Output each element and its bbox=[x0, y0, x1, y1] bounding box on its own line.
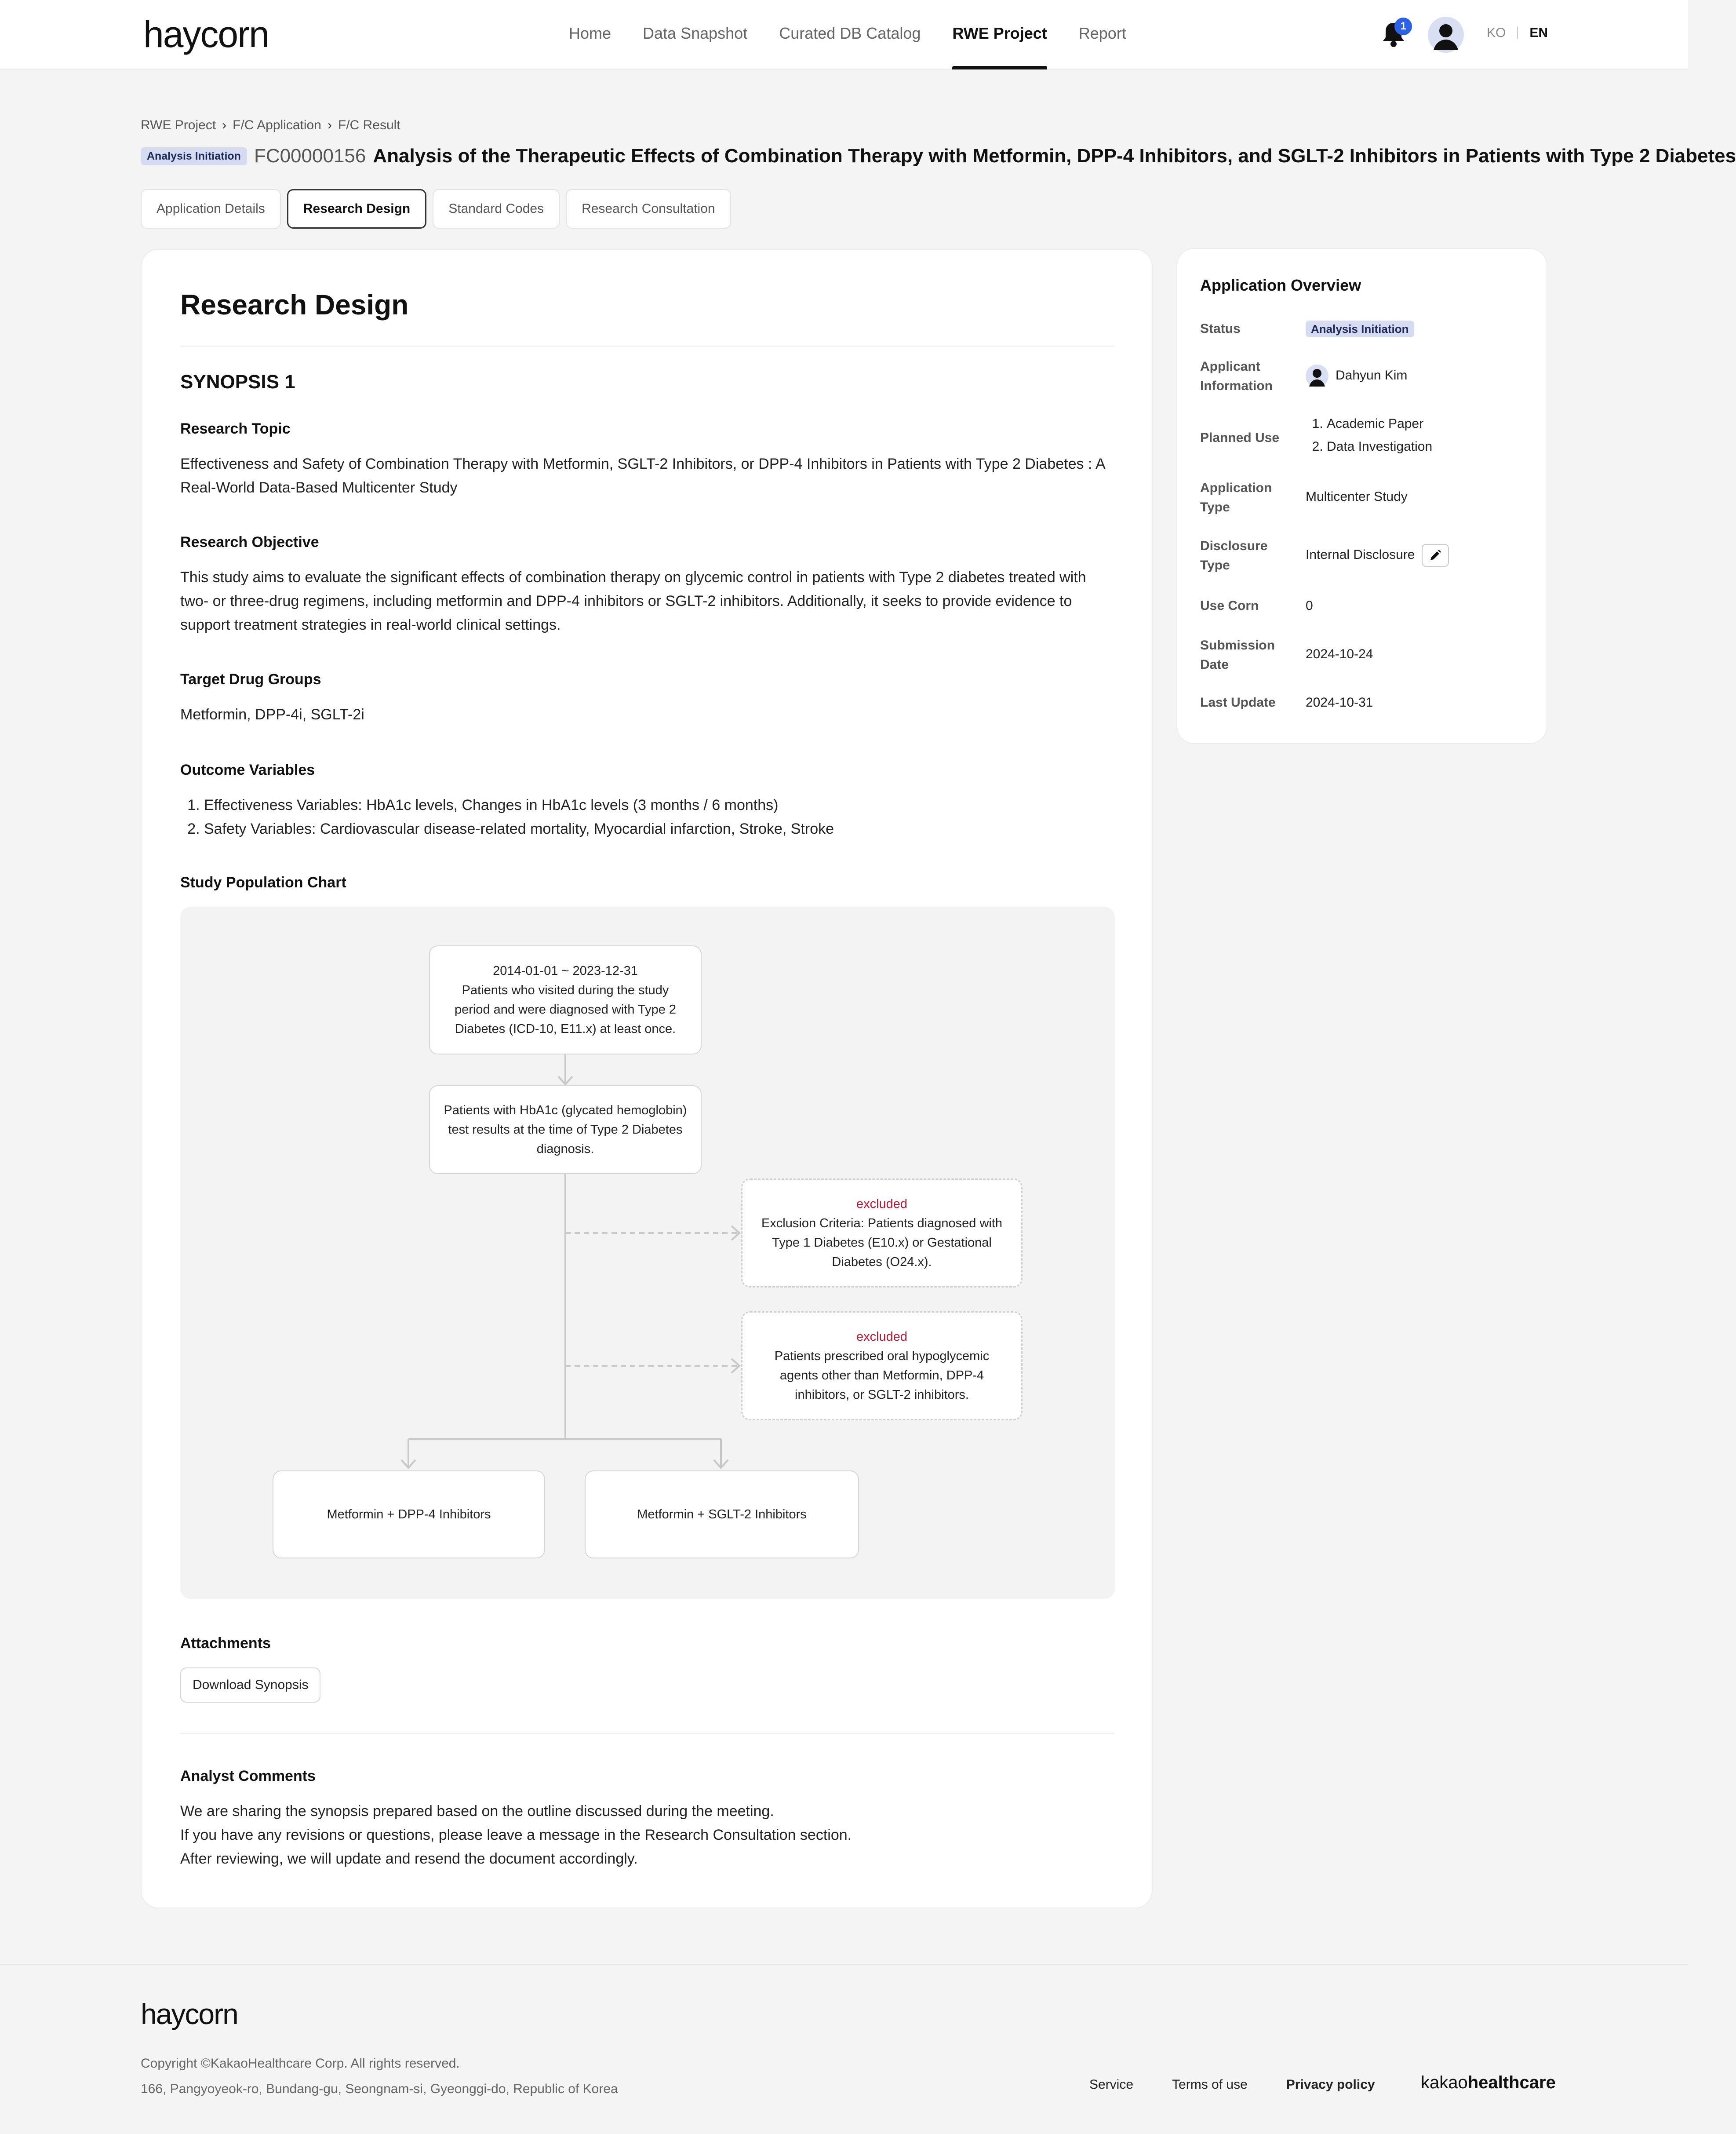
exclusion-2-text: Patients prescribed oral hypoglycemic agents other than Metformin, DPP-4 inhibitors, or SGLT-2 inhibitors. bbox=[774, 1349, 990, 1402]
attachments-title: Attachments bbox=[180, 1635, 271, 1652]
tab-bar bbox=[141, 189, 737, 229]
tab-research-consultation[interactable]: Research Consultation bbox=[566, 189, 731, 229]
chevron-right-icon: › bbox=[222, 118, 227, 132]
exclusion-1-text: Exclusion Criteria: Patients diagnosed with Type 1 Diabetes (E10.x) or Gestational Diabetes (O24.x). bbox=[761, 1216, 1003, 1269]
lang-ko[interactable]: KO bbox=[1487, 26, 1506, 40]
study-population-chart bbox=[180, 907, 1115, 1599]
disclosure-type-label: Disclosure Type bbox=[1200, 539, 1268, 573]
list-item: 1. Effectiveness Variables: HbA1c levels, Changes in HbA1c levels (3 months / 6 months) bbox=[204, 793, 1115, 817]
status-badge: Analysis Initiation bbox=[1306, 321, 1414, 337]
excluded-label: excluded bbox=[856, 1197, 908, 1211]
footer-link-service[interactable]: Service bbox=[1089, 2077, 1134, 2092]
research-topic-text: Effectiveness and Safety of Combination Therapy with Metformin, SGLT-2 Inhibitors, or DPP-4 Inhibitors in Patients with Type 2 Diabetes : A Real-World Data-Based Multicenter Study bbox=[180, 456, 1105, 496]
kakaohealthcare-logo bbox=[1421, 2073, 1556, 2093]
address-text: 166, Pangyoyeok-ro, Bundang-gu, Seongnam-si, Gyeonggi-do, Republic of Korea bbox=[141, 2082, 618, 2096]
applicant-avatar bbox=[1306, 365, 1328, 387]
footer-info bbox=[141, 2051, 618, 2102]
study-period-text: Patients who visited during the study period and were diagnosed with Type 2 Diabetes (ICD-10, E11.x) at least once. bbox=[454, 983, 677, 1036]
divider bbox=[180, 346, 1115, 347]
disclosure-type-value: Internal Disclosure bbox=[1306, 547, 1415, 562]
synopsis-heading: SYNOPSIS 1 bbox=[180, 371, 295, 393]
flow-box-hba1c bbox=[429, 1085, 702, 1174]
outcome-variables-list bbox=[180, 793, 1115, 841]
tab-standard-codes[interactable]: Standard Codes bbox=[433, 189, 560, 229]
list-item: 1. Academic Paper bbox=[1327, 412, 1432, 435]
breadcrumb-rwe-project[interactable]: RWE Project bbox=[141, 118, 216, 132]
footer-link-terms[interactable]: Terms of use bbox=[1172, 2077, 1248, 2092]
pencil-icon bbox=[1429, 549, 1442, 562]
language-switch bbox=[1487, 26, 1548, 40]
application-type-value: Multicenter Study bbox=[1306, 489, 1408, 504]
planned-use-list bbox=[1306, 412, 1432, 458]
research-objective-text: This study aims to evaluate the significant effects of combination therapy on glycemic control in patients with Type 2 diabetes treated with two- or three-drug regimens, including metformin and DPP-4 inhibitors or SGLT-2 inhibitors. Additionally, it seeks to provide evidence to support treatment strategies in real-world clinical settings. bbox=[180, 569, 1086, 633]
applicant-value-wrap bbox=[1306, 364, 1407, 387]
study-period-date: 2014-01-01 ~ 2023-12-31 bbox=[493, 964, 638, 978]
flow-box-group-sglt2 bbox=[585, 1470, 859, 1558]
applicant-name: Dahyun Kim bbox=[1336, 368, 1408, 383]
submission-date-value: 2024-10-24 bbox=[1306, 647, 1373, 661]
list-item: 2. Safety Variables: Cardiovascular disease-related mortality, Myocardial infarction, Stroke, Stroke bbox=[204, 817, 1115, 841]
research-design-card bbox=[141, 249, 1153, 1908]
footer bbox=[0, 1964, 1688, 2134]
status-label: Status bbox=[1200, 321, 1241, 336]
last-update-value: 2024-10-31 bbox=[1306, 695, 1373, 710]
user-avatar[interactable] bbox=[1428, 17, 1464, 53]
lang-divider bbox=[1517, 27, 1518, 39]
divider bbox=[180, 1733, 1115, 1734]
brand-bold: healthcare bbox=[1467, 2073, 1556, 2092]
use-corn-label: Use Corn bbox=[1200, 598, 1259, 613]
haycorn-logo[interactable]: haycorn bbox=[143, 14, 269, 55]
application-id: FC00000156 bbox=[254, 145, 366, 167]
breadcrumb bbox=[141, 118, 400, 133]
analyst-comments-title: Analyst Comments bbox=[180, 1768, 316, 1784]
main-nav bbox=[569, 0, 1158, 69]
last-update-label: Last Update bbox=[1200, 695, 1276, 710]
excluded-label: excluded bbox=[856, 1330, 908, 1344]
comment-line: If you have any revisions or questions, please leave a message in the Research Consultation section. bbox=[180, 1827, 852, 1843]
nav-report[interactable]: Report bbox=[1078, 24, 1126, 42]
tab-research-design[interactable]: Research Design bbox=[287, 189, 426, 229]
page-title: Analysis of the Therapeutic Effects of Combination Therapy with Metformin, DPP-4 Inhibitors, and SGLT-2 Inhibitors in Patients with Type 2 Diabetes bbox=[373, 145, 1736, 167]
nav-curated-db-catalog[interactable]: Curated DB Catalog bbox=[779, 24, 921, 42]
lang-en[interactable]: EN bbox=[1529, 26, 1548, 40]
page-title-row bbox=[141, 145, 1736, 167]
application-overview-card bbox=[1176, 248, 1547, 744]
research-objective-title: Research Objective bbox=[180, 534, 319, 551]
nav-rwe-project[interactable]: RWE Project bbox=[952, 0, 1047, 69]
footer-logo[interactable]: haycorn bbox=[141, 1998, 238, 2030]
disclosure-value-wrap bbox=[1306, 544, 1449, 567]
nav-data-snapshot[interactable]: Data Snapshot bbox=[643, 24, 748, 42]
footer-link-privacy[interactable]: Privacy policy bbox=[1286, 2077, 1375, 2092]
planned-use-label: Planned Use bbox=[1200, 430, 1280, 445]
breadcrumb-fc-result[interactable]: F/C Result bbox=[338, 118, 400, 132]
overview-title: Application Overview bbox=[1200, 276, 1361, 294]
group-dpp4-text: Metformin + DPP-4 Inhibitors bbox=[327, 1507, 491, 1521]
status-badge: Analysis Initiation bbox=[141, 147, 247, 165]
nav-home[interactable]: Home bbox=[569, 24, 611, 42]
comment-line: After reviewing, we will update and resend the document accordingly. bbox=[180, 1850, 638, 1867]
outcome-variables-title: Outcome Variables bbox=[180, 762, 315, 778]
footer-links bbox=[1089, 2077, 1414, 2092]
tab-application-details[interactable]: Application Details bbox=[141, 189, 281, 229]
application-type-label: Application Type bbox=[1200, 481, 1272, 514]
applicant-label: Applicant Information bbox=[1200, 359, 1273, 393]
study-population-title: Study Population Chart bbox=[180, 874, 346, 891]
notification-badge: 1 bbox=[1394, 18, 1412, 35]
flow-box-study-period bbox=[429, 945, 702, 1054]
list-item: 2. Data Investigation bbox=[1327, 435, 1432, 458]
section-heading: Research Design bbox=[180, 289, 409, 321]
user-icon bbox=[1306, 365, 1328, 387]
comment-line: We are sharing the synopsis prepared based on the outline discussed during the meeting. bbox=[180, 1803, 774, 1820]
research-topic-title: Research Topic bbox=[180, 420, 291, 437]
target-drugs-title: Target Drug Groups bbox=[180, 671, 321, 688]
hba1c-text: Patients with HbA1c (glycated hemoglobin) test results at the time of Type 2 Diabetes diagnosis. bbox=[444, 1103, 687, 1156]
download-synopsis-button[interactable]: Download Synopsis bbox=[180, 1667, 320, 1703]
breadcrumb-fc-application[interactable]: F/C Application bbox=[233, 118, 321, 132]
edit-disclosure-button[interactable] bbox=[1422, 544, 1449, 567]
top-header bbox=[0, 0, 1688, 69]
brand-light: kakao bbox=[1421, 2073, 1468, 2092]
copyright-text: Copyright ©KakaoHealthcare Corp. All rights reserved. bbox=[141, 2056, 460, 2071]
flow-box-group-dpp4 bbox=[273, 1470, 545, 1558]
use-corn-value: 0 bbox=[1306, 598, 1313, 613]
submission-date-label: Submission Date bbox=[1200, 638, 1275, 672]
target-drugs-text: Metformin, DPP-4i, SGLT-2i bbox=[180, 706, 364, 723]
status-value-wrap bbox=[1306, 317, 1414, 340]
group-sglt2-text: Metformin + SGLT-2 Inhibitors bbox=[637, 1507, 807, 1521]
user-icon bbox=[1428, 17, 1464, 53]
flow-box-excluded-2 bbox=[741, 1311, 1023, 1420]
chevron-right-icon: › bbox=[327, 118, 332, 132]
flow-box-excluded-1 bbox=[741, 1178, 1023, 1288]
analyst-comments bbox=[180, 1799, 1115, 1871]
